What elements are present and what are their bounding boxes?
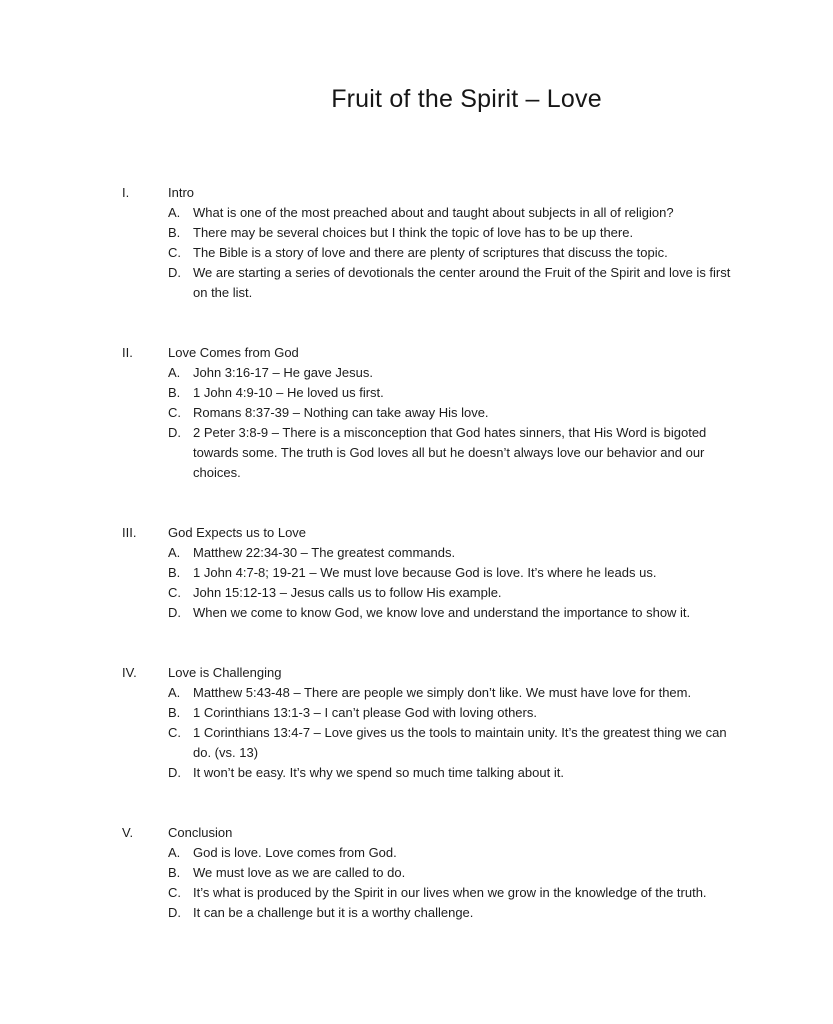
item-text: 1 Corinthians 13:1-3 – I can’t please God with loving others. [193,705,537,720]
outline-item [168,763,733,783]
item-letter: B. [168,705,181,720]
outline-item [168,203,733,223]
item-letter: C. [168,585,181,600]
item-text: Romans 8:37-39 – Nothing can take away His love. [193,405,489,420]
outline-item [168,243,733,263]
section-items [122,203,733,303]
outline-item [168,403,733,423]
section-header-row [122,183,733,203]
item-letter: B. [168,865,181,880]
section-items [122,363,733,483]
item-letter: D. [168,765,181,780]
item-letter: A. [168,205,181,220]
item-letter: C. [168,245,181,260]
item-letter: A. [168,545,181,560]
item-letter: A. [168,845,181,860]
section-numeral: IV. [122,665,137,680]
outline-item [168,683,733,703]
item-text: We must love as we are called to do. [193,865,406,880]
section-heading: God Expects us to Love [168,525,307,540]
section-heading: Love is Challenging [168,665,282,680]
item-letter: C. [168,725,181,740]
item-text: God is love. Love comes from God. [193,845,397,860]
section-numeral: V. [122,825,134,840]
outline-item [168,903,733,923]
item-text: 2 Peter 3:8-9 – There is a misconception that God hates sinners, that His Word is bigoted towards some. The truth is God loves all but he doesn’t always love our behavior and our choices. [193,425,707,480]
outline-section [122,663,733,783]
outline-item [168,383,733,403]
page-title: Fruit of the Spirit – Love [331,85,602,113]
item-letter: A. [168,365,181,380]
outline-item [168,703,733,723]
outline-item [168,223,733,243]
item-text: John 3:16-17 – He gave Jesus. [193,365,373,380]
section-items [122,683,733,783]
item-text: It’s what is produced by the Spirit in our lives when we grow in the knowledge of the truth. [193,885,707,900]
outline-item [168,543,733,563]
item-text: It can be a challenge but it is a worthy challenge. [193,905,474,920]
section-header-row [122,523,733,543]
section-heading: Intro [168,185,195,200]
item-letter: D. [168,425,181,440]
item-text: Matthew 5:43-48 – There are people we simply don’t like. We must have love for them. [193,685,692,700]
outline-item [168,423,733,483]
outline-section [122,523,733,623]
item-text: John 15:12-13 – Jesus calls us to follow His example. [193,585,502,600]
outline-item [168,843,733,863]
item-letter: B. [168,565,181,580]
item-text: The Bible is a story of love and there are plenty of scriptures that discuss the topic. [193,245,668,260]
outline-item [168,263,733,303]
section-items [122,543,733,623]
outline [122,183,733,923]
item-letter: D. [168,265,181,280]
outline-section [122,183,733,303]
item-letter: D. [168,605,181,620]
outline-item [168,603,733,623]
item-letter: C. [168,885,181,900]
outline-section [122,823,733,923]
outline-item [168,883,733,903]
item-text: 1 John 4:7-8; 19-21 – We must love because God is love. It’s where he leads us. [193,565,657,580]
item-text: 1 John 4:9-10 – He loved us first. [193,385,384,400]
item-text: We are starting a series of devotionals the center around the Fruit of the Spirit and love is first on the list. [193,265,731,300]
outline-section [122,343,733,483]
outline-item [168,583,733,603]
item-letter: C. [168,405,181,420]
outline-item [168,723,733,763]
section-numeral: I. [122,185,130,200]
section-heading: Love Comes from God [168,345,299,360]
outline-item [168,363,733,383]
section-numeral: II. [122,345,133,360]
section-header-row [122,663,733,683]
item-text: What is one of the most preached about and taught about subjects in all of religion? [193,205,674,220]
item-text: Matthew 22:34-30 – The greatest commands. [193,545,456,560]
section-header-row [122,823,733,843]
item-text: 1 Corinthians 13:4-7 – Love gives us the tools to maintain unity. It’s the greatest thing we can do. (vs. 13) [193,725,727,760]
outline-item [168,563,733,583]
item-letter: B. [168,225,181,240]
item-letter: A. [168,685,181,700]
section-heading: Conclusion [168,825,233,840]
section-items [122,843,733,923]
item-text: It won’t be easy. It’s why we spend so much time talking about it. [193,765,564,780]
section-numeral: III. [122,525,137,540]
item-text: When we come to know God, we know love and understand the importance to show it. [193,605,691,620]
outline-item [168,863,733,883]
item-letter: D. [168,905,181,920]
item-text: There may be several choices but I think the topic of love has to be up there. [193,225,634,240]
section-header-row [122,343,733,363]
item-letter: B. [168,385,181,400]
